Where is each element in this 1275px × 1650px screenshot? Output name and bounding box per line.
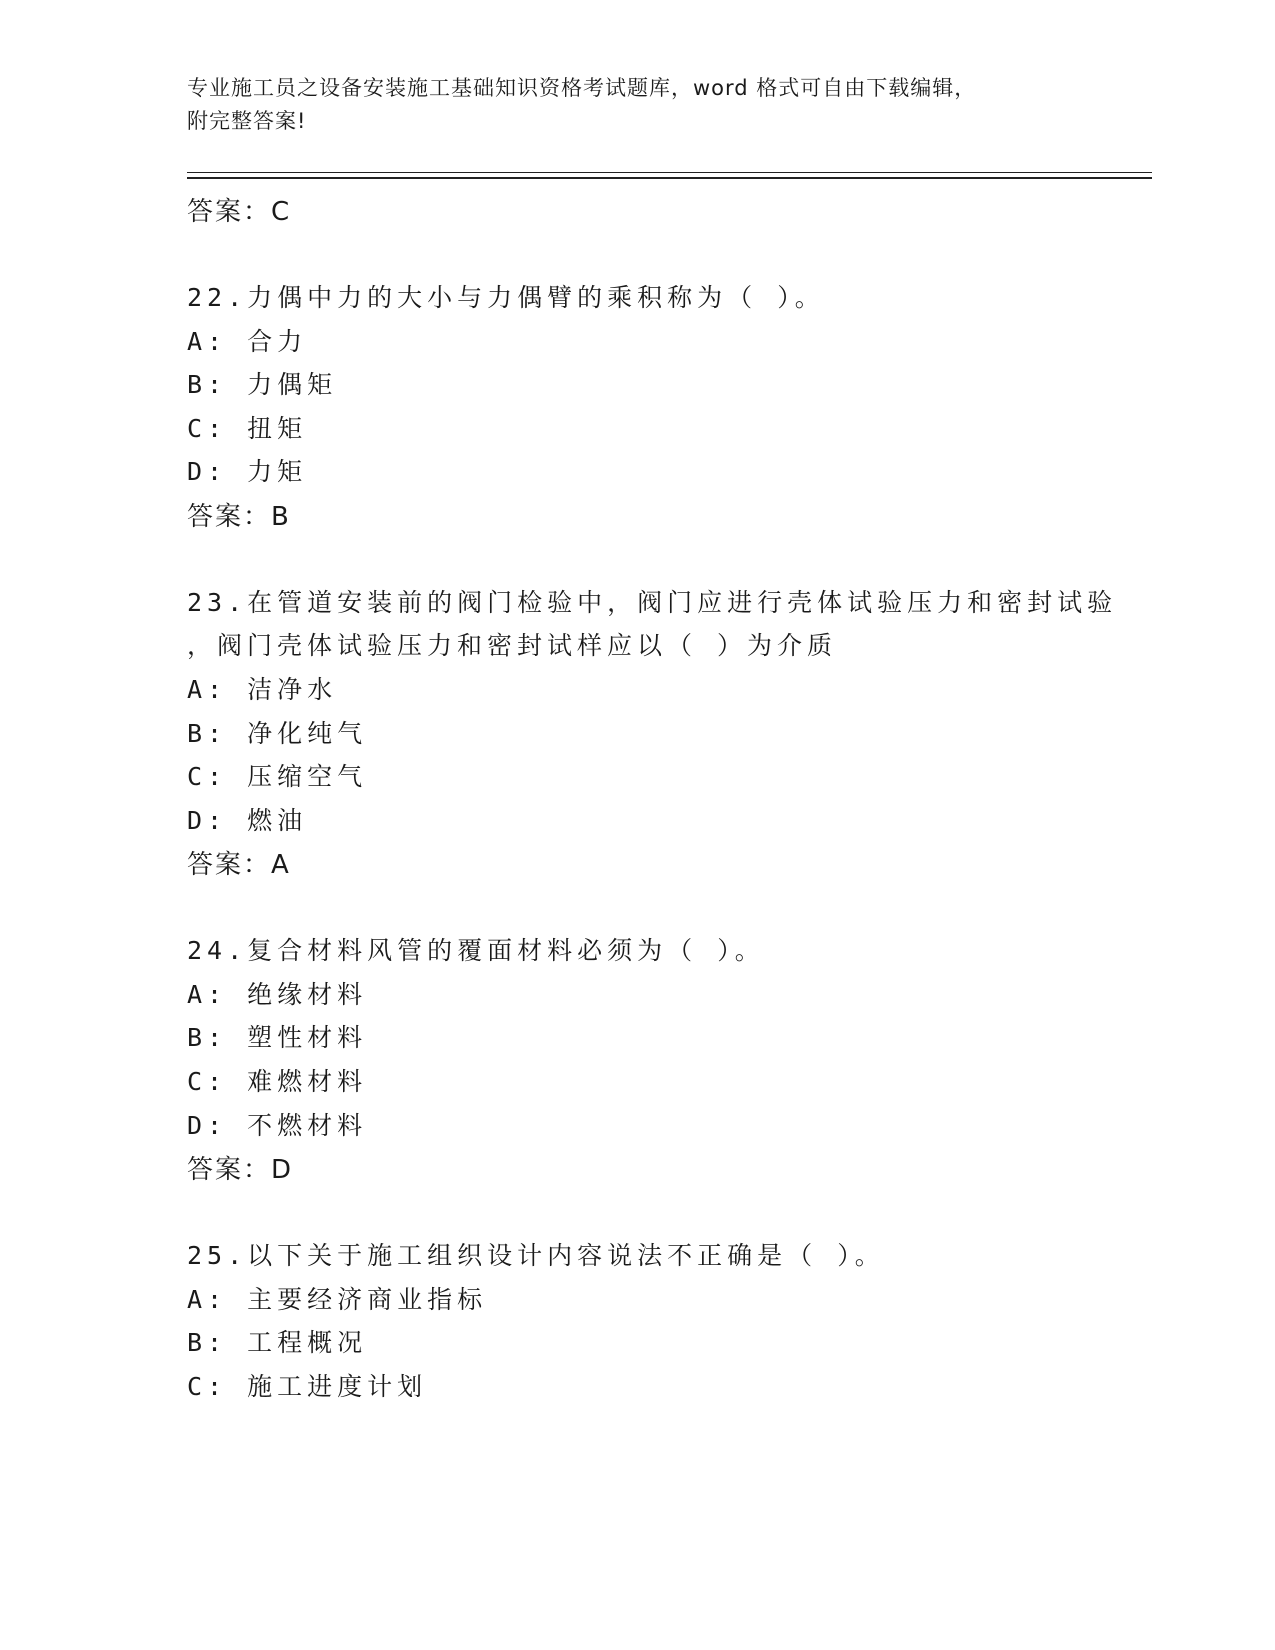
answer-24: 答案：D [187, 1155, 294, 1185]
q25-option-a: A: 主要经济商业指标 [187, 1285, 488, 1314]
q24-option-d: D: 不燃材料 [187, 1111, 368, 1140]
q22-option-c: C: 扭矩 [187, 414, 308, 443]
q24-option-b: B: 塑性材料 [187, 1023, 368, 1052]
q25-option-b: B: 工程概况 [187, 1328, 368, 1357]
answer-21: 答案：C [187, 197, 292, 227]
question-24: 24.复合材料风管的覆面材料必须为（ ）。 [187, 936, 765, 965]
question-22: 22.力偶中力的大小与力偶臂的乘积称为（ ）。 [187, 283, 825, 312]
q23-option-a: A: 洁净水 [187, 675, 338, 704]
header-line-2: 附完整答案! [187, 109, 307, 133]
q22-option-d: D: 力矩 [187, 457, 308, 486]
q24-option-c: C: 难燃材料 [187, 1067, 368, 1096]
document-header [187, 72, 1087, 138]
header-divider-thin [187, 172, 1152, 173]
answer-22: 答案：B [187, 502, 291, 532]
answer-23: 答案：A [187, 850, 291, 880]
question-23-line-1: 23.在管道安装前的阀门检验中，阀门应进行壳体试验压力和密封试验 [187, 588, 1118, 617]
question-23-line-2: ，阀门壳体试验压力和密封试样应以（ ）为介质 [187, 631, 838, 660]
q22-option-b: B: 力偶矩 [187, 370, 338, 399]
header-line-1: 专业施工员之设备安装施工基础知识资格考试题库，word 格式可自由下载编辑， [187, 76, 977, 100]
q22-option-a: A: 合力 [187, 327, 308, 356]
question-25: 25.以下关于施工组织设计内容说法不正确是（ ）。 [187, 1241, 885, 1270]
header-divider-thick [187, 177, 1152, 179]
q25-option-c: C: 施工进度计划 [187, 1372, 428, 1401]
q24-option-a: A: 绝缘材料 [187, 980, 368, 1009]
q23-option-c: C: 压缩空气 [187, 762, 368, 791]
q23-option-b: B: 净化纯气 [187, 719, 368, 748]
q23-option-d: D: 燃油 [187, 806, 308, 835]
